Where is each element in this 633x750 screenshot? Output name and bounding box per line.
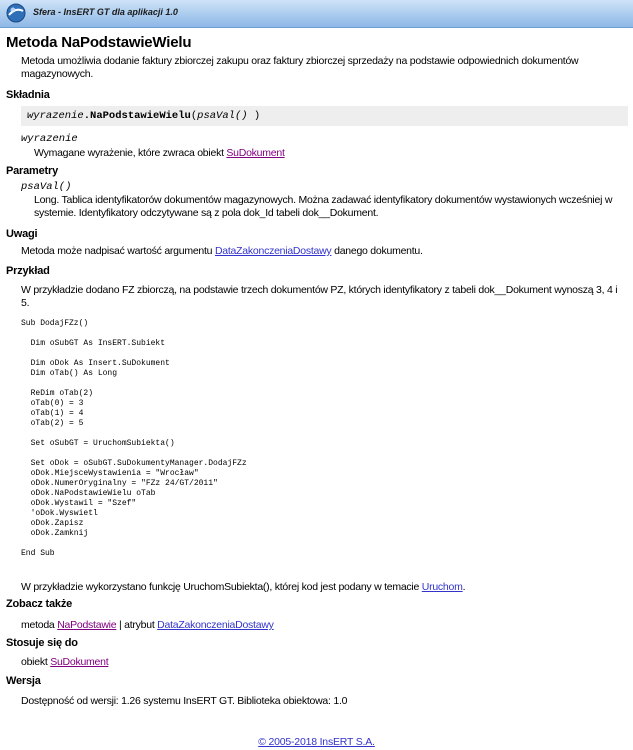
- see-also-links: [21, 619, 274, 632]
- page-description: Metoda umożliwia dodanie faktury zbiorczej zakupu oraz faktury zbiorczej sprzedaży na podstawie odpowiednich dokumentów magazynowych.: [21, 55, 579, 80]
- applies-sudokument-link[interactable]: SuDokument: [50, 656, 109, 668]
- banner-title: Sfera - InsERT GT dla aplikacji 1.0: [33, 7, 178, 17]
- example-outro-end: .: [462, 581, 466, 593]
- example-code: Sub DodajFZz() Dim oSubGT As InsERT.Subiekt Dim oDok As Insert.SuDokument Dim oTab() As Long ReDim oTab(2) oTab(0) = 3 oTab(1) = 4 oTab(2) = 5 Set oSubGT = UruchomSubiekta() Set oDok = oSubGT.SuDokumentyManager.DodajFZz oDok.MiejsceWystawienia = "Wrocław" oDok.NumerOryginalny = "FZz 24/GT/2011" oDok.NaPodstawieWielu oTab oDok.Wystawil = "Szef" 'oDok.Wyswietl oDok.Zapisz oDok.Zamknij End Sub: [21, 319, 247, 558]
- footer: [0, 736, 633, 748]
- applies-heading: Stosuje się do: [6, 637, 78, 649]
- syntax-close-paren: ): [247, 110, 261, 122]
- copyright-link[interactable]: © 2005-2018 InsERT S.A.: [258, 736, 375, 748]
- uruchom-link[interactable]: Uruchom: [421, 581, 463, 593]
- version-heading: Wersja: [6, 675, 41, 687]
- see-also-separator: | atrybut: [116, 619, 158, 631]
- syntax-param: psaVal(): [197, 110, 248, 122]
- example-intro: W przykładzie dodano FZ zbiorczą, na podstawie trzech dokumentów PZ, których identyfikatory z tabeli dok__Dokument wynoszą 3, 4 i 5.: [21, 284, 618, 309]
- header-banner: [0, 0, 633, 28]
- see-also-heading: Zobacz także: [6, 598, 73, 610]
- napodstawie-link[interactable]: NaPodstawie: [57, 619, 117, 631]
- example-outro: [21, 581, 465, 594]
- version-text: Dostępność od wersji: 1.26 systemu InsERT GT. Biblioteka obiektowa: 1.0: [21, 695, 348, 707]
- param-expression-name: wyrazenie: [21, 133, 78, 145]
- remarks-heading: Uwagi: [6, 228, 38, 240]
- see-also-datazakonczeniadostawy-link[interactable]: DataZakonczeniaDostawy: [157, 619, 274, 631]
- remarks-text-before: Metoda może nadpisać wartość argumentu: [21, 245, 215, 257]
- datazakonczeniadostawy-link[interactable]: DataZakonczeniaDostawy: [214, 245, 332, 257]
- applies-prefix: obiekt: [21, 656, 51, 668]
- example-heading: Przykład: [6, 265, 50, 277]
- see-also-prefix: metoda: [21, 619, 58, 631]
- param-expression-text: Wymagane wyrażenie, które zwraca obiekt: [34, 147, 227, 159]
- remarks-text: [21, 245, 423, 258]
- syntax-method: .NaPodstawieWielu: [83, 110, 191, 122]
- param-expression-desc: [34, 147, 285, 160]
- sfera-logo-icon: [6, 3, 26, 23]
- params-heading: Parametry: [6, 165, 59, 177]
- param-psaval-desc: Long. Tablica identyfikatorów dokumentów magazynowych. Można zadawać identyfikatory dokumentów wystawionych wcześniej w systemie. Identyfikatory odczytywane są z pola dok_Id tabeli dok__Dokument.: [34, 194, 613, 219]
- syntax-open-paren: (: [190, 110, 198, 122]
- syntax-heading: Składnia: [6, 89, 50, 101]
- param-psaval-name: psaVal(): [21, 181, 72, 193]
- remarks-text-after: danego dokumentu.: [331, 245, 423, 257]
- applies-text: [21, 656, 108, 669]
- syntax-code: [21, 106, 628, 126]
- syntax-object: wyrazenie: [27, 110, 84, 122]
- page-title: Metoda NaPodstawieWielu: [6, 34, 192, 51]
- example-outro-text: W przykładzie wykorzystano funkcję UruchomSubiekta(), której kod jest podany w temacie: [21, 581, 422, 593]
- sudokument-link[interactable]: SuDokument: [226, 147, 285, 159]
